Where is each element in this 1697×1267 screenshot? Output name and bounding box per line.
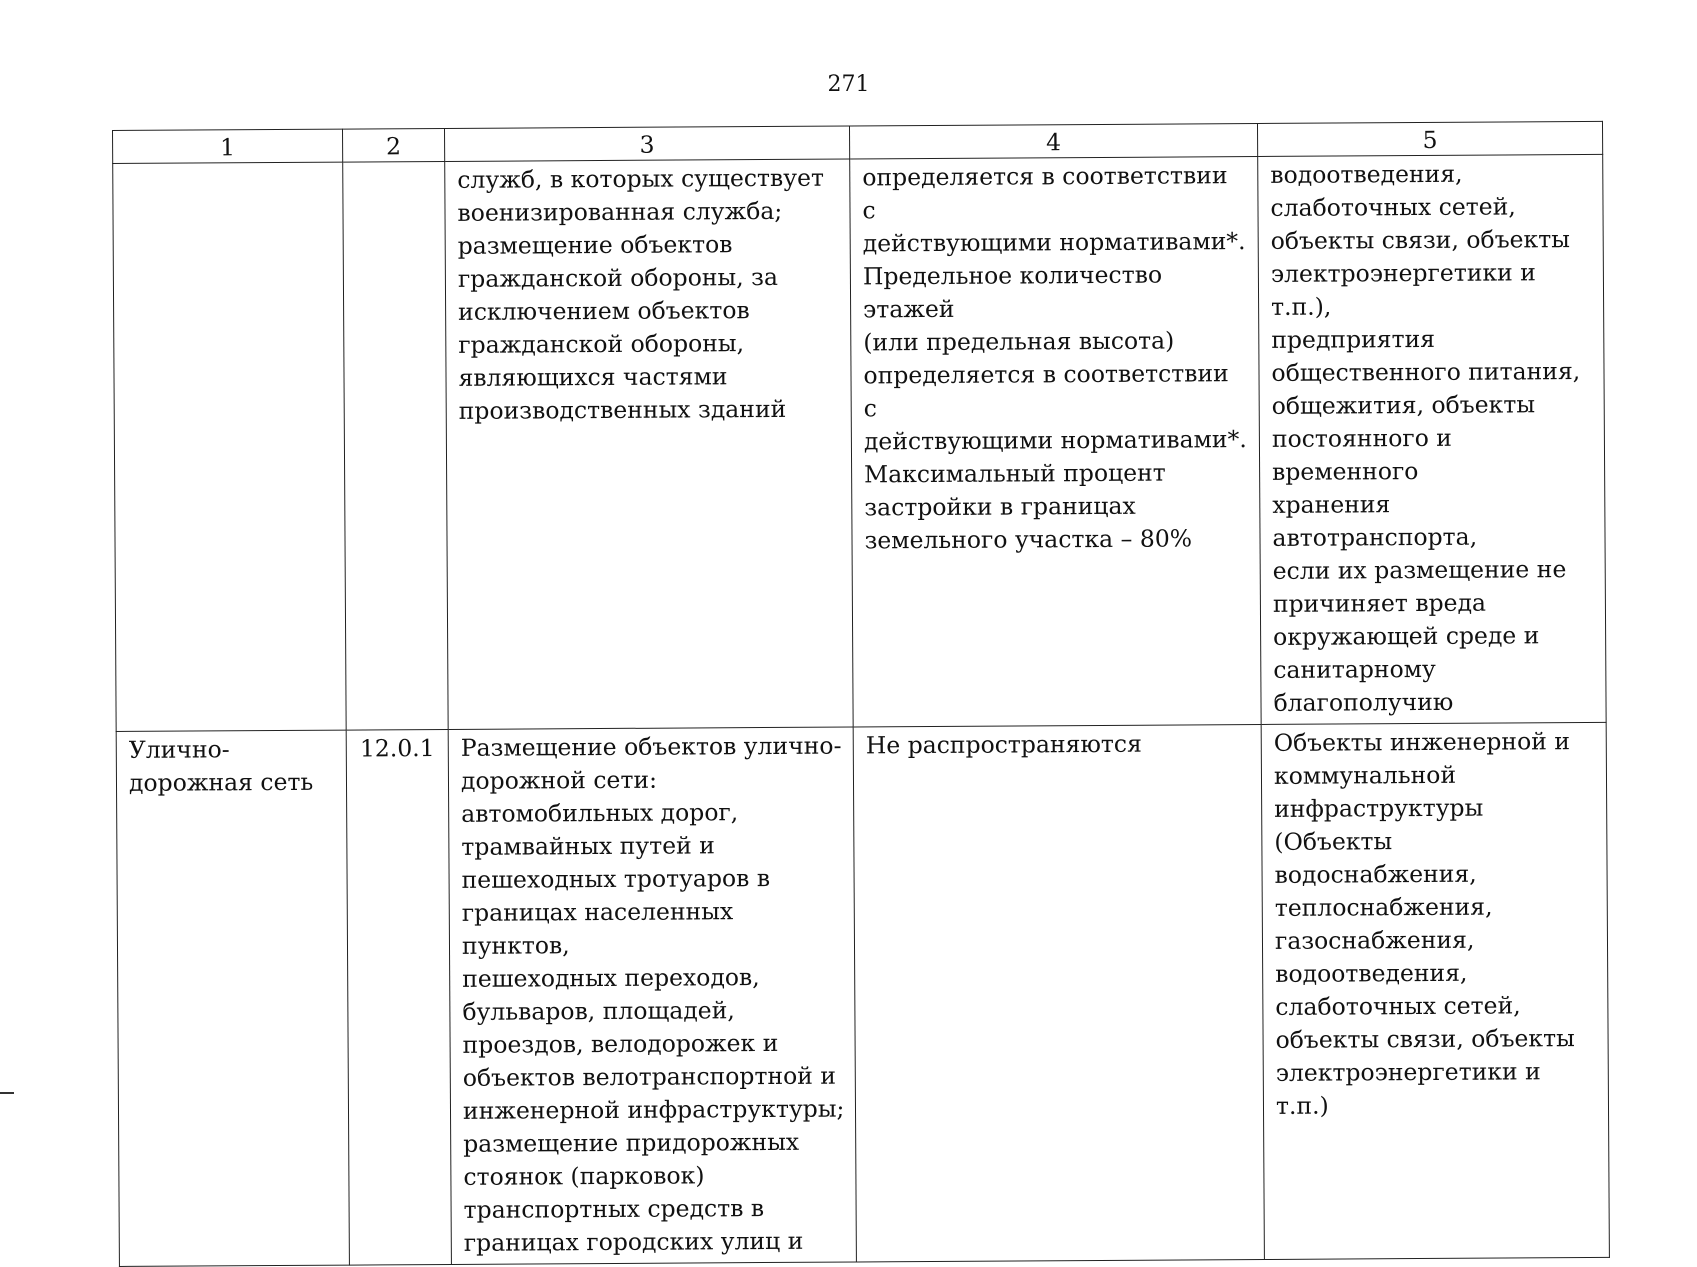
cell-parameters: Не распространяются [853,724,1264,1261]
header-col-5: 5 [1257,121,1602,156]
header-col-4: 4 [849,124,1257,159]
cell-use-description: служб, в которых существует военизированная служба; размещение объектов гражданской обороны, за исключением объектов гражданской обороны, являющихся частями производственных зданий [445,159,853,729]
cell-use-code [343,161,448,730]
cell-use-description: Размещение объектов улично- дорожной сети: автомобильных дорог, трамвайных путей и пешеходных тротуаров в границах населенных пунктов, пешеходных переходов, бульваров, площадей, проездов, велодорожек и объектов велотранспортной и инженерной инфраструктуры; размещение придорожных стоянок (парковок) транспортных средств в границах городских улиц и [448,727,856,1264]
header-col-3: 3 [444,126,849,161]
cell-auxiliary-uses: Объекты инженерной и коммунальной инфраструктуры (Объекты водоснабжения, теплоснабжения, газоснабжения, водоотведения, слаботочных сетей, объекты связи, объекты электроэнергетики и т.п.) [1261,722,1609,1259]
scan-edge-mark [0,1092,14,1094]
cell-auxiliary-uses: водоотведения, слаботочных сетей, объекты связи, объекты электроэнергетики и т.п.), предприятия общественного питания, общежития, объекты постоянного и временного хранения автотранспорта, если их размещение не причиняет вреда окружающей среде и санитарному благополучию [1258,154,1606,724]
table-row [116,722,1609,1266]
cell-use-name: Улично- дорожная сеть [116,730,349,1266]
header-col-2: 2 [342,128,444,162]
table-row [113,154,1606,731]
header-col-1: 1 [113,129,343,163]
cell-use-code: 12.0.1 [346,729,451,1265]
cell-parameters: определяется в соответствии с действующими нормативами*. Предельное количество этажей (или предельная высота) определяется в соответствии с действующими нормативами*. Максимальный процент застройки в границах земельного участка – 80% [850,157,1261,727]
cell-use-name [113,162,346,731]
page-number: 271 [827,72,870,97]
regulations-table [112,121,1610,1267]
